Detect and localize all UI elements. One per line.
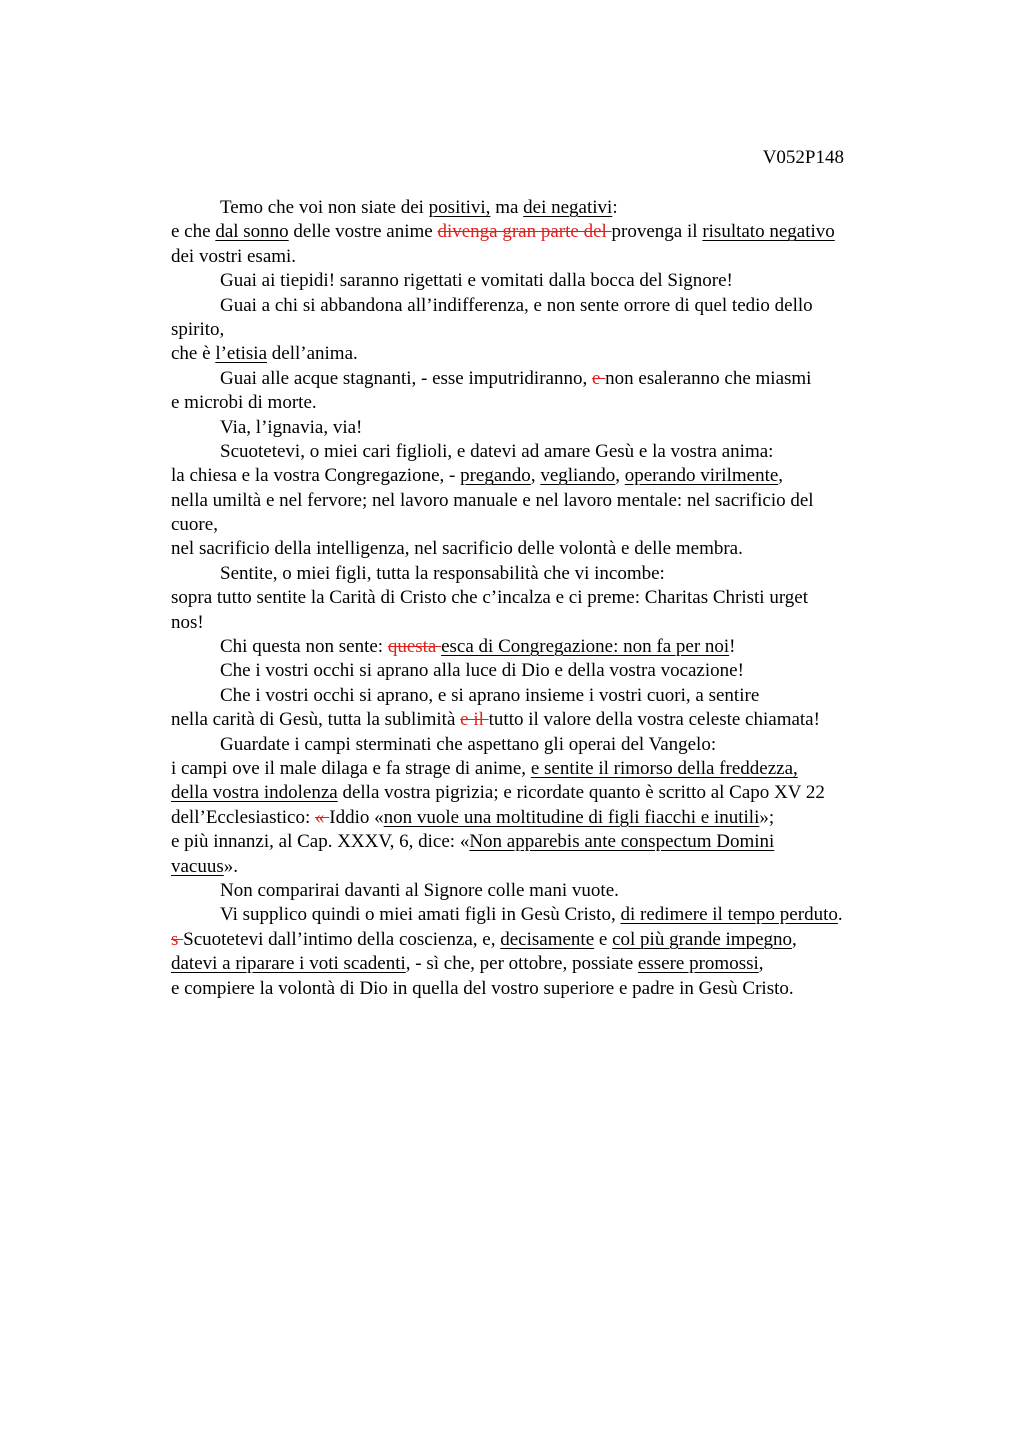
text-segment: spirito, [171,318,225,340]
text-line [171,708,901,732]
underlined-text: l’etisia [215,343,268,365]
text-segment: Che i vostri occhi si aprano, e si aprano insieme i vostri cuori, a sentire [220,684,760,706]
underlined-text: essere promossi [637,953,759,975]
text-line [171,342,901,366]
text-segment: nos! [171,611,204,633]
underlined-text: operando virilmente [624,465,779,487]
text-segment: provenga il [611,221,703,243]
text-line [171,952,901,976]
text-segment: delle vostre anime [288,221,438,243]
text-segment: e compiere la volontà di Dio in quella del vostro superiore e padre in Gesù Cristo. [171,977,794,999]
text-segment: , [530,465,541,487]
text-line [171,781,901,805]
text-line [171,586,901,610]
text-segment: Scuotetevi dall’intimo della coscienza, e, [183,928,501,950]
underlined-text: Non apparebis ante conspectum Domini [469,831,775,853]
text-line [171,879,901,903]
text-segment: non esaleranno che miasmi [605,367,812,389]
text-line [171,684,901,708]
document-body [171,196,901,1001]
text-segment: Vi supplico quindi o miei amati figli in Gesù Cristo, [220,904,621,926]
underlined-text: e sentite il rimorso della freddezza, [530,757,798,779]
text-segment: e che [171,221,216,243]
text-line [171,269,901,293]
underlined-text: col più grande impegno [612,928,793,950]
text-line [171,318,901,342]
underlined-text: della vostra indolenza [171,782,338,804]
text-line [171,733,901,757]
text-segment: Via, l’ignavia, via! [220,416,363,438]
deleted-text: « [315,806,330,828]
deleted-text: e [591,367,606,389]
text-line [171,855,901,879]
text-line [171,757,901,781]
text-line [171,513,901,537]
text-line [171,464,901,488]
underlined-text: di redimere il tempo perduto [620,904,838,926]
deleted-text: e il [460,709,489,731]
text-segment: i campi ove il male dilaga e fa strage di anime, [171,757,531,779]
text-segment: della vostra pigrizia; e ricordate quanto è scritto al Capo XV 22 [337,782,825,804]
text-segment: Chi questa non sente: [220,636,388,658]
text-segment: Sentite, o miei figli, tutta la responsabilità che vi incombe: [220,562,665,584]
text-segment: Non comparirai davanti al Signore colle mani vuote. [220,879,619,901]
underlined-text: non vuole una moltitudine di figli fiacchi e inutili [383,806,760,828]
text-line [171,367,901,391]
text-segment: ma [490,197,524,218]
text-segment: la chiesa e la vostra Congregazione, - [171,465,461,487]
text-segment: dell’anima. [267,343,358,365]
text-segment: e microbi di morte. [171,392,317,414]
text-segment: Temo che voi non siate dei [220,197,429,218]
text-segment: e [594,928,613,950]
text-segment: , [778,465,784,487]
text-segment: cuore, [171,514,218,536]
text-segment: , [758,953,764,975]
underlined-text: vacuus [171,855,224,877]
text-line [171,489,901,513]
text-segment: , [615,465,625,487]
text-line [171,928,901,952]
text-segment: e più innanzi, al Cap. XXXV, 6, dice: « [171,831,470,853]
text-segment: nella carità di Gesù, tutta la sublimità [171,709,461,731]
underlined-text: risultato negativo [702,221,835,243]
text-line [171,562,901,586]
text-segment: dei vostri esami. [171,245,297,267]
text-segment: sopra tutto sentite la Carità di Cristo che c’incalza e ci preme: Charitas Christi urget [171,587,809,609]
text-line [171,220,901,244]
text-segment: Guai alle acque stagnanti, - esse imputridiranno, [220,367,592,389]
text-segment: dell’Ecclesiastico: [171,806,316,828]
text-segment: Guardate i campi sterminati che aspettano gli operai del Vangelo: [220,733,717,755]
underlined-text: positivi, [428,197,491,218]
text-segment: che è [171,343,216,365]
underlined-text: vegliando [540,465,616,487]
text-segment: tutto il valore della vostra celeste chiamata! [488,709,820,731]
text-line [171,977,901,1001]
text-segment: . [837,904,843,926]
text-line [171,806,901,830]
deleted-text: questa [387,636,442,658]
text-segment: , - sì che, per ottobre, possiate [405,953,638,975]
text-segment: nel sacrificio della intelligenza, nel sacrificio delle volontà e delle membra. [171,538,743,560]
text-line [171,537,901,561]
text-segment: Guai ai tiepidi! saranno rigettati e vomitati dalla bocca del Signore! [220,270,733,292]
text-segment: , [792,928,797,950]
text-line [171,245,901,269]
text-line [171,611,901,635]
text-line [171,903,901,927]
underlined-text: dei negativi [523,197,613,218]
underlined-text: decisamente [500,928,595,950]
text-segment: Scuotetevi, o miei cari figlioli, e datevi ad amare Gesù e la vostra anima: [220,440,774,462]
text-line [171,416,901,440]
deleted-text: divenga gran parte del [437,221,612,243]
text-segment: : [612,197,618,218]
text-line [171,294,901,318]
text-line [171,830,901,854]
text-segment: Che i vostri occhi si aprano alla luce di Dio e della vostra vocazione! [220,660,744,682]
underlined-text: esca di Congregazione: non fa per noi [441,636,730,658]
underlined-text: datevi a riparare i voti scadenti [171,953,406,975]
page-code: V052P148 [762,147,844,168]
underlined-text: dal sonno [215,221,289,243]
text-segment: »; [759,806,775,828]
text-line [171,391,901,415]
deleted-text: s [171,928,184,950]
text-segment: Guai a chi si abbandona all’indifferenza, e non sente orrore di quel tedio dello [220,294,813,316]
text-line [171,659,901,683]
underlined-text: pregando [460,465,531,487]
text-line [171,635,901,659]
text-segment: nella umiltà e nel fervore; nel lavoro manuale e nel lavoro mentale: nel sacrificio del [171,489,814,511]
text-segment: ! [729,636,736,658]
text-segment: ». [223,855,239,877]
text-segment: Iddio « [329,806,384,828]
text-line [171,440,901,464]
text-line [171,196,901,220]
